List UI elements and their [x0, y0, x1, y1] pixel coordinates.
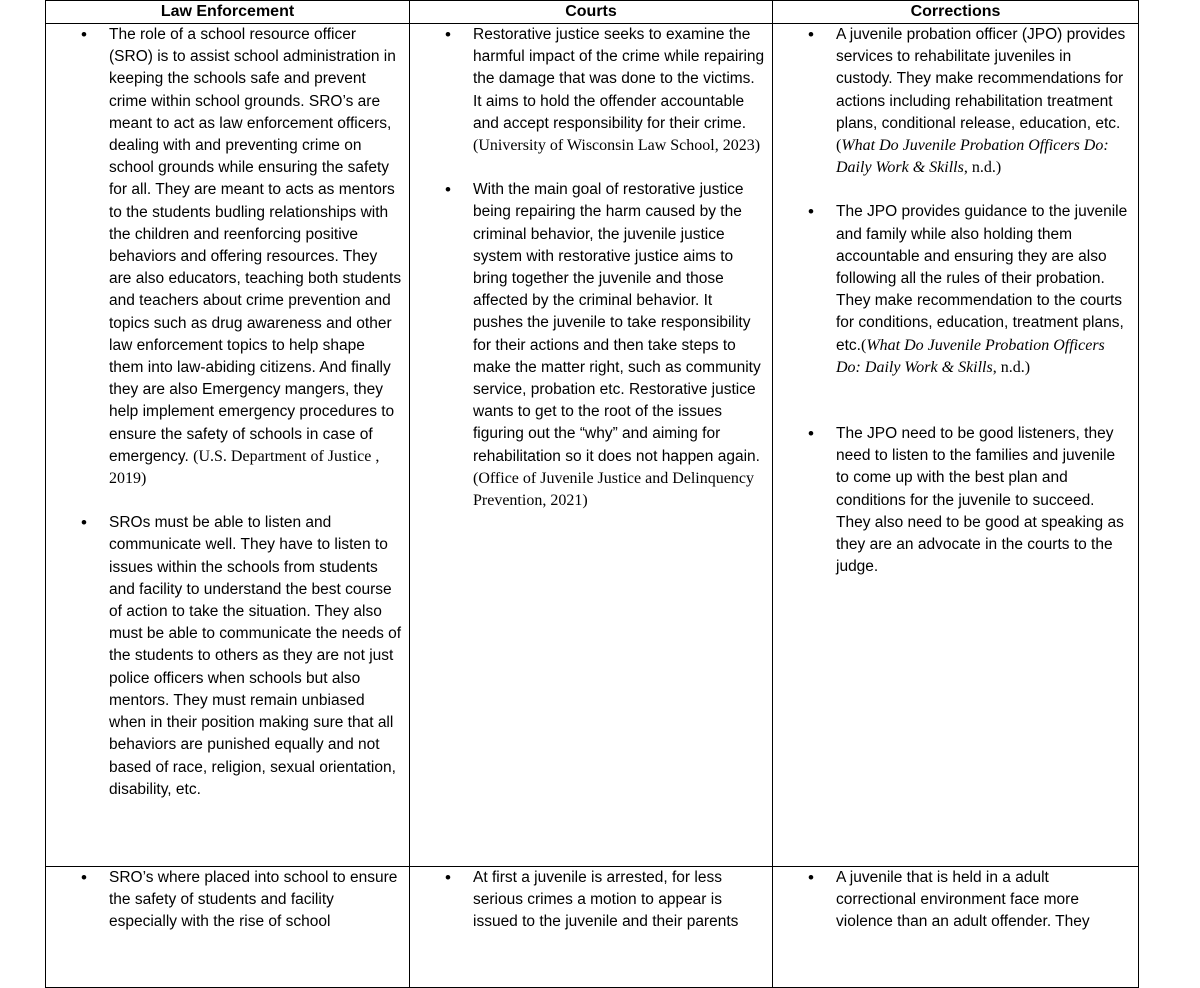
table-row — [46, 24, 1139, 867]
bullet-list — [46, 24, 409, 801]
citation-open: ( — [860, 336, 867, 354]
cell-courts — [410, 867, 773, 988]
list-item — [46, 512, 409, 801]
list-item: • At first a juvenile is arrested, for less serious crimes a motion to appear is issued to the juvenile and their parents — [410, 867, 772, 934]
citation-close: , n.d.) — [992, 358, 1031, 376]
citation-close: , n.d.) — [963, 159, 1002, 177]
header-corrections: Corrections — [773, 1, 1139, 24]
cell-law-enforcement — [46, 24, 410, 867]
citation: (U.S. Department of Justice , 2019) — [109, 447, 380, 488]
bullet-list — [410, 24, 772, 512]
header-courts: Courts — [410, 1, 773, 24]
citation: (University of Wisconsin Law School, 2023) — [473, 137, 761, 155]
citation-title: What Do Juvenile Probation Officers Do: Daily Work & Skills — [836, 336, 1105, 376]
citation — [836, 137, 1109, 176]
list-item: • SRO’s where placed into school to ensure the safety of students and facility especially with the rise of school — [46, 867, 409, 934]
bullet-text: The JPO provides guidance to the juvenile and family while also holding them accountable and ensuring they are also following all the rules of their probation. They make recommendation to the courts for conditions, education, treatment plans, etc. — [836, 203, 1128, 354]
bullet-list — [773, 867, 1138, 934]
list-item: • A juvenile that is held in a adult correctional environment face more violence than an adult offender. They — [773, 867, 1138, 934]
citation: (Office of Juvenile Justice and Delinquency Prevention, 2021) — [473, 469, 754, 510]
list-item — [773, 423, 1138, 578]
header-row — [46, 1, 1139, 24]
list-item — [773, 201, 1138, 379]
bullet-list — [410, 867, 772, 934]
citation-title: What Do Juvenile Probation Officers Do: Daily Work & Skills — [836, 137, 1109, 177]
bullet-text: A juvenile probation officer (JPO) provides services to rehabilitate juveniles in custody. They make recommendations for actions including rehabilitation treatment plans, conditional release, education, etc. — [836, 26, 1126, 132]
list-item — [410, 24, 772, 157]
bullet-text: The role of a school resource officer (SRO) is to assist school administration in keeping the schools safe and prevent crime within school grounds. SRO’s are meant to act as law enforcement officers, dealing with and preventing crime on school grounds while ensuring the safety for all. They are meant to acts as mentors to the students budling relationships with the children and reenforcing positive behaviors and offering resources. They are also educators, teaching both students and teachers about crime prevention and topics such as drug awareness and other law enforcement topics to help shape them into law-abiding citizens. And finally they are also Emergency mangers, they help implement emergency procedures to ensure the safety of schools in case of emergency. — [109, 26, 402, 465]
bullet-text: SROs must be able to listen and communicate well. They have to listen to issues within the schools from students and facility to understand the best course of action to take the situation. They also must be able to communicate the needs of the students to others as they are not just police officers when schools but also mentors. They must remain unbiased when in their position making sure that all behaviors are punished equally and not based of race, religion, sexual orientation, disability, etc. — [109, 514, 402, 798]
list-item — [773, 24, 1138, 179]
cell-courts — [410, 24, 773, 867]
comparison-table — [45, 0, 1139, 988]
citation-open: ( — [836, 137, 842, 155]
bullet-list — [773, 24, 1138, 578]
bullet-list — [46, 867, 409, 934]
cell-corrections — [773, 24, 1139, 867]
citation — [836, 337, 1105, 376]
bullet-text: With the main goal of restorative justice being repairing the harm caused by the criminal behavior, the juvenile justice system with restorative justice aims to bring together the juvenile and those affected by the criminal behavior. It pushes the juvenile to take responsibility for their actions and then take steps to make the matter right, such as community service, probation etc. Restorative justice wants to get to the root of the issues figuring out the “why” and aiming for rehabilitation so it does not happen again. — [473, 181, 761, 465]
cell-law-enforcement — [46, 867, 410, 988]
cell-corrections — [773, 867, 1139, 988]
list-item — [410, 179, 772, 512]
bullet-text: Restorative justice seeks to examine the harmful impact of the crime while repairing the damage that was done to the victims. It aims to hold the offender accountable and accept responsibility for their crime. — [473, 26, 765, 132]
table-row — [46, 867, 1139, 988]
list-item — [46, 24, 409, 490]
header-law-enforcement: Law Enforcement — [46, 1, 410, 24]
bullet-text: The JPO need to be good listeners, they need to listen to the families and juvenile to come up with the best plan and conditions for the juvenile to succeed. They also need to be good at speaking as they are an advocate in the courts to the judge. — [836, 425, 1124, 576]
